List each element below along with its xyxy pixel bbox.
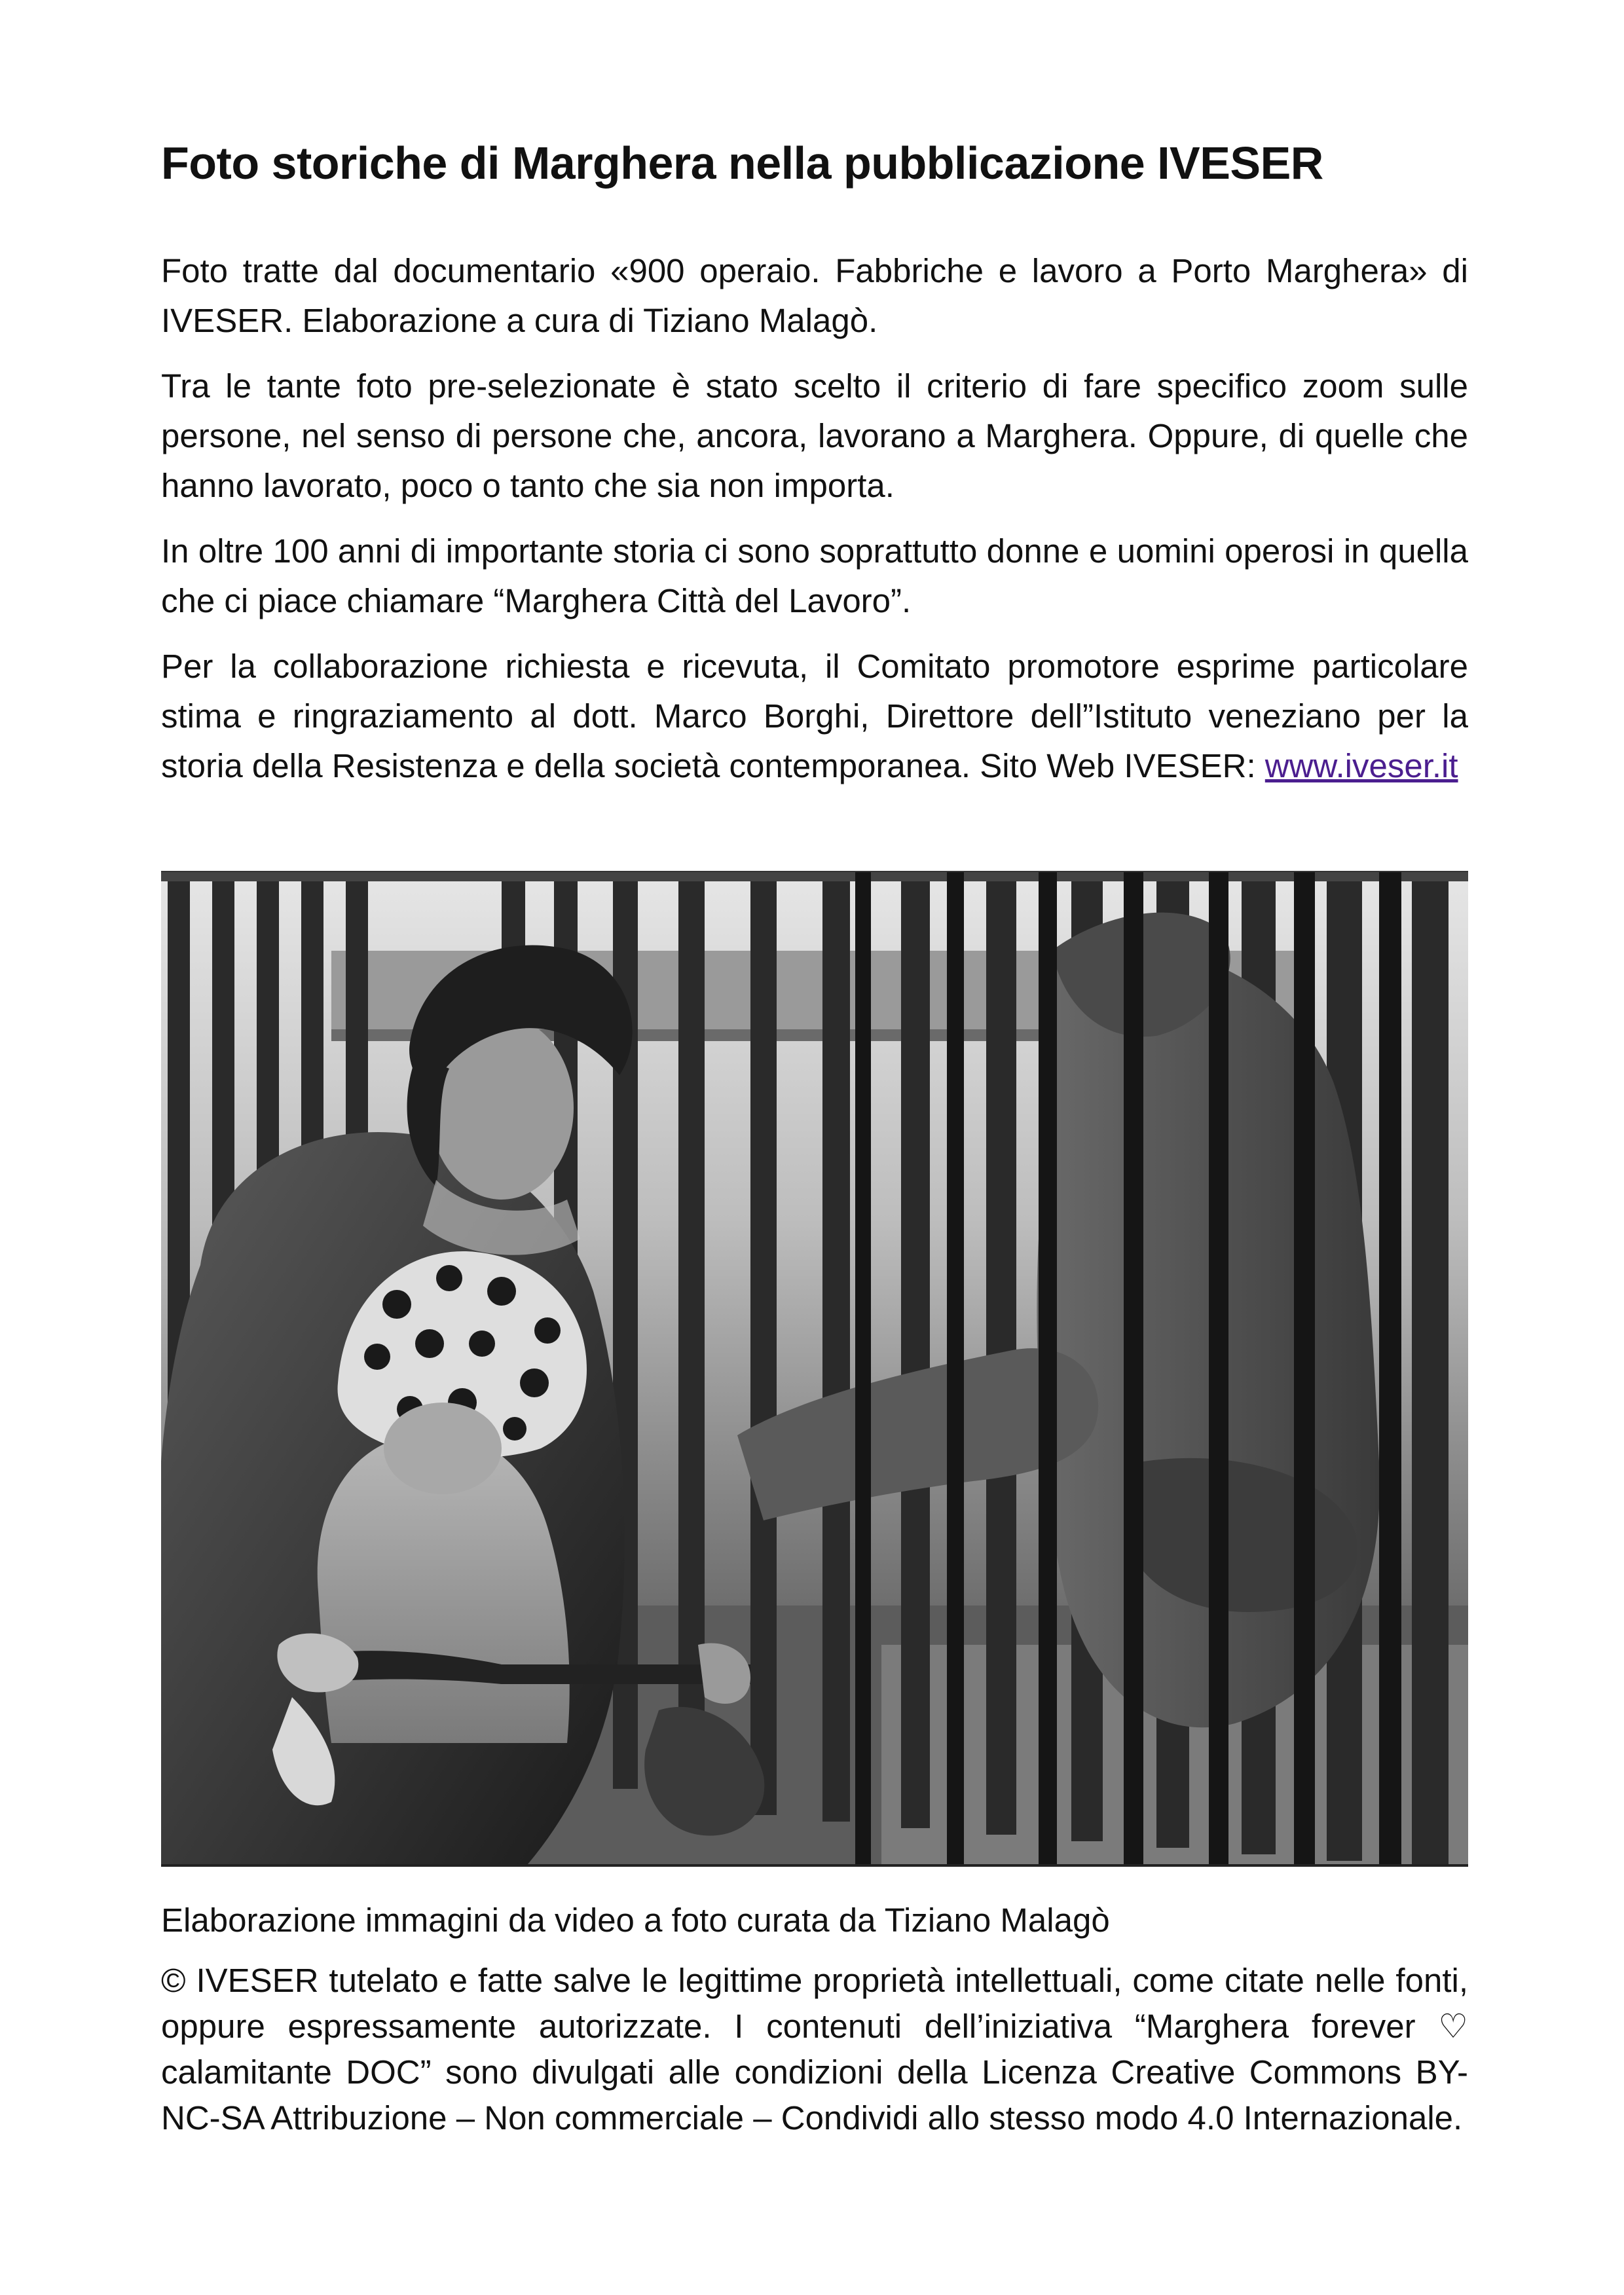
acknowledgement-text: Per la collaborazione richiesta e ricevuta, il Comitato promotore esprime particolare stima e ringraziamento al dott. Marco Borghi, Direttore dell”Istituto veneziano per la storia della Resistenza e della società contemporanea. Sito Web IVESER: [161,648,1468,784]
historic-photo [161,871,1468,1867]
history-paragraph: In oltre 100 anni di importante storia ci sono soprattutto donne e uomini operosi in quella che ci piace chiamare “Marghera Città del Lavoro”. [161,532,1468,619]
photo-caption: Elaborazione immagini da video a foto curata da Tiziano Malagò [161,1901,1110,1939]
license-notice: © IVESER tutelato e fatte salve le legittime proprietà intellettuali, come citate nelle fonti, oppure espressamente autorizzate. I contenuti dell’iniziativa “Marghera forever ♡ calamitante DOC” sono divulgati alle condizioni della Licenza Creative Commons BY-NC-SA Attribuzione – Non commerciale – Condividi allo stesso modo 4.0 Internazionale. [161,1962,1468,2137]
iveser-website-link[interactable]: www.iveser.it [1264,747,1458,784]
intro-paragraph: Foto tratte dal documentario «900 operaio. Fabbriche e lavoro a Porto Marghera» di IVESER. Elaborazione a cura di Tiziano Malagò. [161,252,1468,339]
acknowledgement-paragraph [161,642,1468,791]
page-title: Foto storiche di Marghera nella pubblicazione IVESER [161,138,1323,189]
criteria-paragraph: Tra le tante foto pre-selezionate è stato scelto il criterio di fare specifico zoom sulle persone, nel senso di persone che, ancora, lavorano a Marghera. Oppure, di quelle che hanno lavorato, poco o tanto che sia non importa. [161,367,1468,504]
